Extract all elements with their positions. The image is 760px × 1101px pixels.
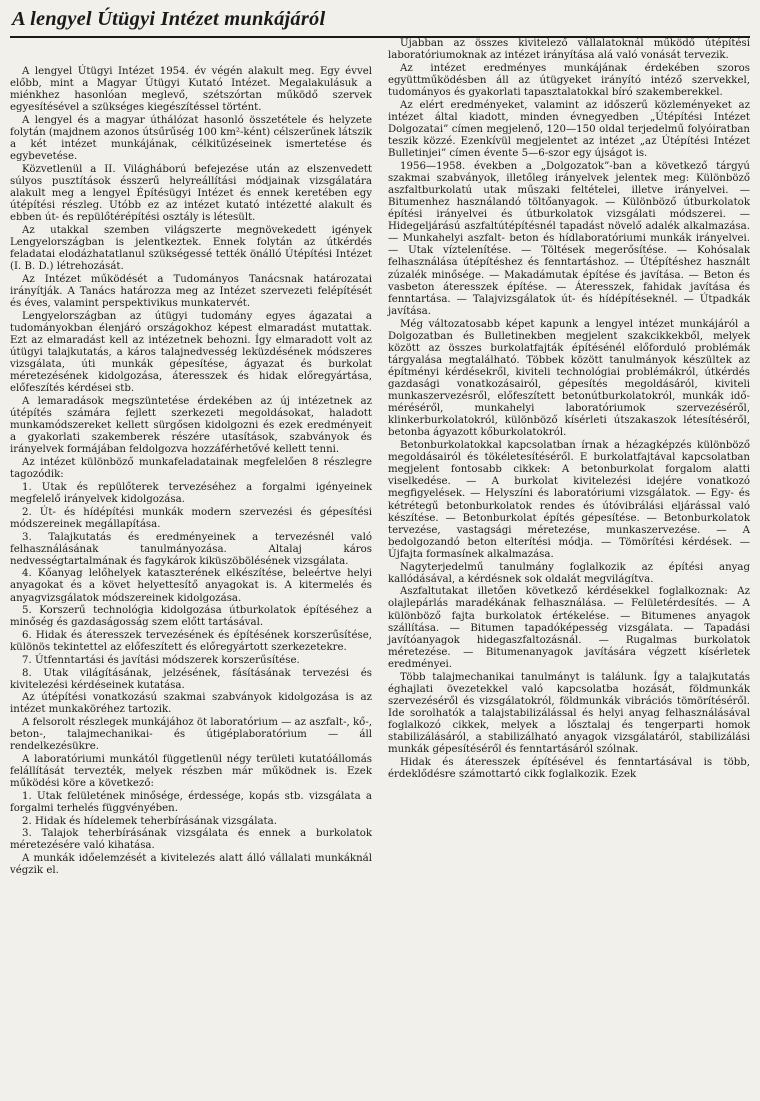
paragraph: Aszfaltutakat illetően következő kérdésekkel foglalkoznak: Az olajlepárlás maradékának felhasználása. — Felületérdesítés. — A különböző fajta burkolatok értékelése. — Bitumenes anyagok szállítása. — Bitumen tapadóképesség vizsgálata. — Tapadási javítóanyagok hidegaszfaltozásnál. — Rugalmas burkolatok méretezése. — Bitumenanyagok javítására végzett kísérletek eredményei. xyxy=(388,586,750,670)
list-item: 3. Talajkutatás és eredményeinek a tervezésnél való felhasználásának tanulmányozása. Altalaj káros nedvességtartalmának és fagykárok kiküszöbölésének vizsgálata. xyxy=(10,531,372,567)
list-item: 6. Hidak és áteresszek tervezésének és építésének korszerűsítése, különös tekintettel az előfeszített és előregyártott szerkezetekre. xyxy=(10,630,372,654)
paragraph: Nagyterjedelmű tanulmány foglalkozik az építési anyag kallódásával, a kérdésnek sok oldalát megvilágítva. xyxy=(388,561,750,585)
paragraph: Az Intézet működését a Tudományos Tanácsnak határozatai irányítják. A Tanács határozza meg az Intézet szervezeti felépítését és éves, valamint perspektivikus munkatervét. xyxy=(10,273,372,310)
list-item: 1. Utak és repülőterek tervezéséhez a forgalmi igényeinek megfelelő irányelvek kidolgozása. xyxy=(10,481,372,506)
paragraph: Több talajmechanikai tanulmányt is találunk. Így a talajkutatás éghajlati övezetekkel való kapcsolatba hozását, földmunkák szervezéséről és vizsgálatokról, földmunkák vibrációs tömörítéséről. Ide sorolhatók a talajstabilizálással és helyi anyag felhasználásával foglalkozó cikkek, melyek a lősztalaj és tengerparti homok stabilizálásáról, a stabilizálható anyagok vizsgálatáról, stabilizálási munkák gépesítéséről és fenntartásáról szólnak. xyxy=(388,671,750,756)
paragraph: 1956—1958. években a „Dolgozatok”-ban a következő tárgyú szakmai szabványok, illetőleg irányelvek jelentek meg: Különböző aszfaltburkolatú utak műszaki feltételei, illetve irányelvei. — Bitumenhez használandó töltőanyagok. — Különböző útburkolatok építési irányelvei és útburkolatok vizsgálati módszerei. — Hidegeljárású aszfaltútépítésnél tapadást növelő adalék alkalmazása. — Munkahelyi aszfalt- beton és hídlaboratóriumi munkák irányelvei. — Utak víztelenítése. — Töltések megerősítése. — Kohósalak felhasználása útépítéshez és fenntartáshoz. — Útépítéshez használt zúzalék minősége. — Makadámutak építése és javítása. — Beton és vasbeton áteresszek építése. — Áteresszek, fahidak javítása és fenntartása. — Talajvizsgálatok út- és hídépítéseknél. — Útpadkák javítása. xyxy=(388,160,750,317)
list-item: 5. Korszerű technológia kidolgozása útburkolatok építéséhez a minőség és gazdaságosság szem előtt tartásával. xyxy=(10,605,372,629)
list-item: 7. Útfenntartási és javítási módszerek korszerűsítése. xyxy=(22,654,300,666)
paragraph: Az intézet eredményes munkájának érdekében szoros együttműködésben áll az útügyeket irányító intéző szervekkel, tudományos és gyakorlati tapasztalatokkal bíró szakemberekkel. xyxy=(388,62,750,98)
list-item: 4. Kőanyag lelőhelyek kataszterének elkészítése, beleértve helyi anyagokat és a követ helyettesítő anyagokat is. A kitermelés és anyagvizsgálatok módszereinek kidolgozása. xyxy=(10,568,372,604)
paragraph: A lemaradások megszüntetése érdekében az új intézetnek az útépítés számára fejlett szerkezeti megoldásokat, haladott munkamódszereket kellett sürgősen kidolgozni és ezek eredményeit a gyakorlati szakemberek részére utasítások, szabványok és irányelvek formájában feldolgozva hozzáférhetővé kellett tenni. xyxy=(10,396,372,456)
paragraph: Az utakkal szemben világszerte megnövekedett igények Lengyelországban is jelentkeztek. Ennek folytán az útkérdés feladatai elodázhatatlanul szükségessé tették önálló Útépítési Intézet (I. B. D.) létrehozását. xyxy=(10,225,372,273)
paragraph: A laboratóriumi munkától függetlenül négy területi kutatóállomás felállítását tervezték, melyek részben már működnek is. Ezek működési köre a következő: xyxy=(10,753,372,790)
paragraph: Lengyelországban az útügyi tudomány egyes ágazatai a tudományokban élenjáró országokhoz képest elmaradást mutattak. Ezt az elmaradást kell az intézetnek behozni. Így elmaradott volt az útügyi talajkutatás, a káros talajnedvesség leküzdésének módszeres vizsgálata, úti munkák gépesítése, ágyazat és burkolat méretezésének kidolgozása, áteresszek és hidak előregyártása, előfeszítés kérdései stb. xyxy=(10,310,372,395)
paragraph: Még változatosabb képet kapunk a lengyel intézet munkájáról a Dolgozatban és Bulletinekben megjelent szakcikkekből, melyek között az összes burkolatfajták építésénél előforduló problémák tárgyalása megtalálható. Többek között tanulmányok készültek az építményi kérdésekről, kiviteli technológiai problémákról, útkérdés gazdasági vonatkozásairól, gépesítés megoldásáról, kiviteli munkaszervezésről, előfeszített betonútburkolatokról, munkák idő-méréséről, munkahelyi laboratóriumok szervezéséről, klinkerburkolatokról, különböző kísérleti útszakaszok létesítéséről, betonba ágyazott kőburkolatokról. xyxy=(388,318,750,439)
list-item: 2. Út- és hídépítési munkák modern szervezési és gépesítési módszereinek megállapítása. xyxy=(10,506,372,530)
list-item: 2. Hidak és hídelemek teherbírásának vizsgálata. xyxy=(22,815,277,827)
paragraph: Betonburkolatokkal kapcsolatban írnak a hézagképzés különböző megoldásairól és tökéletesítéséről. E burkolatfajtával kapcsolatban megjelent fontosabb cikkek: A betonburkolat forgalom alatti viselkedése. — A burkolat kivitelezési idejére vonatkozó megfigyelések. — Helyszíni és laboratóriumi vizsgálatok. — Egy- és kétrétegű betonburkolatok rendes és útóvibrálási eljárással való készítése. — Betonburkolat építés gépesítése. — Betonburkolatok tervezése, vastagsági méretezése, munkaszervezése. — A bedolgozandó beton elterítési módja. — Tömörítési kérdések. — Újfajta formasínek alkalmazása. xyxy=(388,440,750,560)
paragraph: Az intézet különböző munkafeladatainak megfelelően 8 részlegre tagozódik: xyxy=(10,457,372,481)
paragraph: Közvetlenül a II. Világháború befejezése után az elszenvedett súlyos pusztítások ésszerű helyreállítási módjainak vizsgálatára alakult meg a lengyel Építésügyi Intézet és ennek keretében egy útépítési részleg. Utóbb ez az intézet kutató intézetté alakult és ebben út- és repülőtérépítési osztály is létesült. xyxy=(10,163,372,224)
paragraph: Az elért eredményeket, valamint az időszerű közleményeket az intézet által kiadott, minden évnegyedben „Útépítési Intézet Dolgozatai” címen megjelenő, 120—150 oldal terjedelmű folyóiratban teszik közzé. Ezenkívül megjelentet az intézet „az Útépítési Intézet Bulletinjei” címen évente 5—6-szor egy újságot is. xyxy=(388,99,750,160)
list-item: 8. Utak világításának, jelzésének, fásításának tervezési és kivitelezési kérdéseinek kutatása. xyxy=(10,667,372,691)
paragraph: Hidak és áteresszek építésével és fenntartásával is több, érdeklődésre számottartó cikk foglalkozik. Ezek xyxy=(388,756,750,780)
list-item: 1. Utak felületének minősége, érdessége, kopás stb. vizsgálata a forgalmi terhelés függvényében. xyxy=(10,790,372,814)
paragraph: Az útépítési vonatkozású szakmai szabványok kidolgozása is az intézet munkaköréhez tartozik. xyxy=(10,692,372,716)
paragraph: A felsorolt részlegek munkájához öt laboratórium — az aszfalt-, kő-, beton-, talajmechanikai- és útigéplaboratórium — áll rendelkezésükre. xyxy=(10,717,373,753)
article-body xyxy=(10,38,750,877)
list-item: 3. Talajok teherbírásának vizsgálata és ennek a burkolatok méretezésére való kihatása. xyxy=(10,828,372,852)
paragraph: A lengyel és a magyar úthálózat hasonló összetétele és helyzete folytán (majdnem azonos útsűrűség 100 km²-ként) célszerűnek látszik a két intézet munkájának, célkitűzéseinek ismertetése és egybevetése. xyxy=(10,114,373,163)
paragraph: A lengyel Útügyi Intézet 1954. év végén alakult meg. Egy évvel előbb, mint a Magyar Útügyi Kutató Intézet. Megalakulásuk a miénkhez hasonlóan meglevő, szétszórtan működő szervek egyesítésével a szükséges kiegészítéssel történt. xyxy=(10,66,372,114)
paragraph: Újabban az összes kivitelező vállalatoknál működő útépítési laboratóriumoknak az intézet irányítása alá való vonását tervezik. xyxy=(388,38,750,62)
right-column xyxy=(388,38,750,877)
paragraph: A munkák időelemzését a kivitelezés alatt álló vállalati munkáknál végzik el. xyxy=(10,853,372,877)
article-title: A lengyel Útügyi Intézet munkájáról xyxy=(12,8,326,30)
left-column xyxy=(10,66,372,877)
